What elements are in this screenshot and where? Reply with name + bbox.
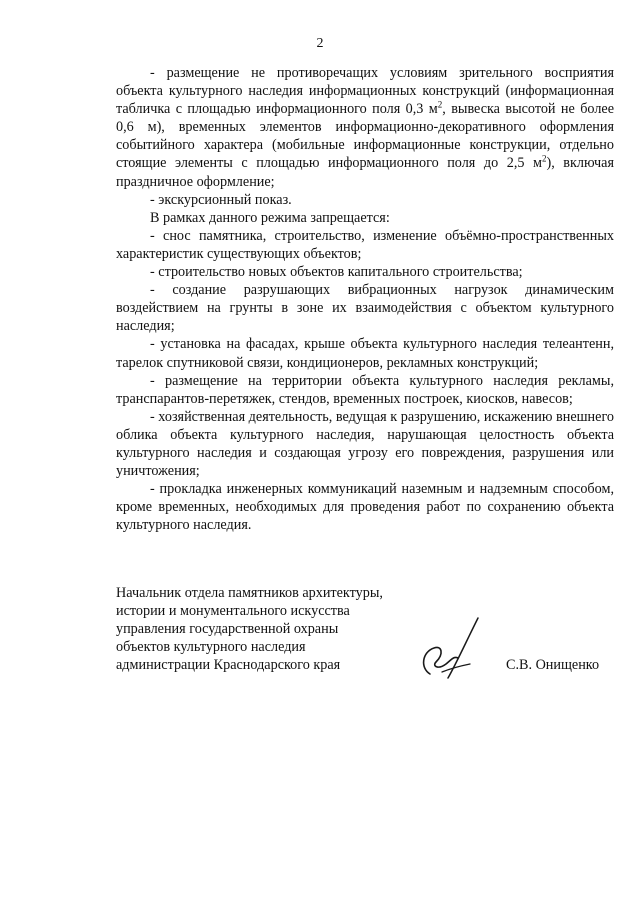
paragraph-demolition: - снос памятника, строительство, изменение объёмно-пространственных характеристик существующих объектов; <box>116 227 614 262</box>
document-body <box>116 64 614 534</box>
paragraph-facade-installations: - установка на фасадах, крыше объекта культурного наследия телеантенн, тарелок спутниковой связи, кондиционеров, рекламных конструкций; <box>116 336 614 371</box>
signer-name: С.В. Онищенко <box>506 657 600 673</box>
position-line: администрации Краснодарского края <box>116 657 341 674</box>
paragraph-vibration: - создание разрушающих вибрационных нагрузок динамическим воздействием на грунты в зоне их взаимодействия с объектом культурного наследия; <box>116 282 614 335</box>
superscript: 2 <box>437 99 443 110</box>
paragraph-text: ), включая праздничное оформление; <box>116 155 614 190</box>
paragraph-text: , вывеска высотой не более 0,6 м), временных элементов информационно-декоративного оформления событийного характера (мобильные информационные конструкции, отдельно стоящие элементы с площадью информационного поля до 2,5 м <box>116 101 615 172</box>
paragraph-new-construction: - строительство новых объектов капитального строительства; <box>150 264 523 281</box>
paragraph-economic-activity: - хозяйственная деятельность, ведущая к разрушению, искажению внешнего облика объекта культурного наследия, нарушающая целостность объекта культурного наследия и создающая угрозу его повреждения, разрушения или уничтожения; <box>116 408 614 480</box>
paragraph-info-structures <box>116 64 614 191</box>
superscript: 2 <box>541 153 547 164</box>
signatory-position <box>116 584 416 674</box>
paragraph-text: - размещение не противоречащих условиям зрительного восприятия объекта культурного наследия информационных конструкций (информационная табличка с площадью информационного поля 0,3 м <box>116 65 614 118</box>
page-number: 2 <box>316 36 324 51</box>
position-line: истории и монументального искусства <box>116 603 350 620</box>
position-line: управления государственной охраны <box>116 621 339 638</box>
paragraph-prohibitions-intro: В рамках данного режима запрещается: <box>150 209 390 226</box>
paragraph-utilities: - прокладка инженерных коммуникаций наземным и надземным способом, кроме временных, необходимых для проведения работ по сохранению объекта культурного наследия. <box>116 481 614 534</box>
paragraph-excursion: - экскурсионный показ. <box>150 191 292 208</box>
position-line: объектов культурного наследия <box>116 639 306 656</box>
handwritten-signature <box>408 612 488 692</box>
paragraph-advertising: - размещение на территории объекта культурного наследия рекламы, транспарантов-перетяжек, стендов, временных построек, киосков, навесов; <box>116 372 614 407</box>
position-line: Начальник отдела памятников архитектуры, <box>116 585 383 601</box>
